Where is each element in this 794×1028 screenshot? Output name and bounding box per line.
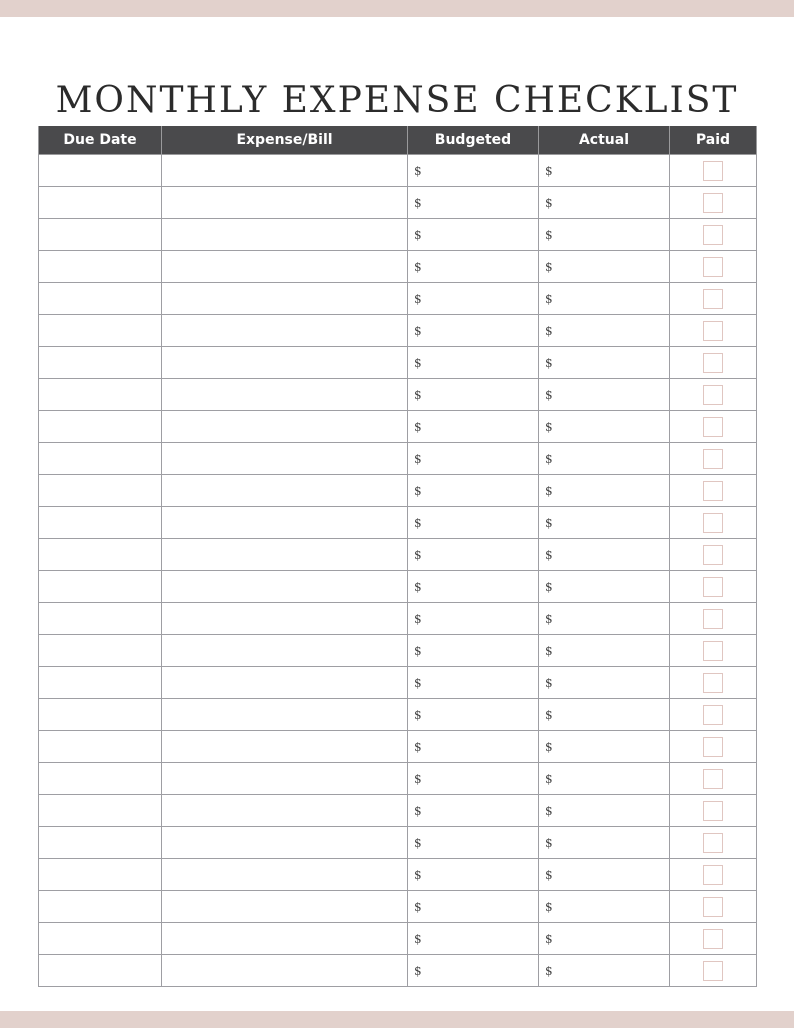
actual-cell[interactable] — [539, 315, 670, 347]
budgeted-cell[interactable] — [408, 667, 539, 699]
currency-symbol: $ — [414, 771, 422, 786]
currency-symbol: $ — [545, 643, 553, 658]
expense-bill-cell[interactable] — [162, 347, 408, 379]
actual-cell[interactable] — [539, 187, 670, 219]
due-date-cell[interactable] — [39, 283, 162, 315]
currency-symbol: $ — [414, 387, 422, 402]
paid-checkbox[interactable] — [703, 353, 723, 373]
currency-symbol: $ — [414, 867, 422, 882]
actual-cell[interactable] — [539, 635, 670, 667]
table-row — [39, 219, 757, 251]
paid-cell — [670, 539, 757, 571]
currency-symbol: $ — [414, 259, 422, 274]
paid-checkbox[interactable] — [703, 641, 723, 661]
expense-bill-cell[interactable] — [162, 859, 408, 891]
paid-cell — [670, 923, 757, 955]
currency-symbol: $ — [414, 931, 422, 946]
page-title: MONTHLY EXPENSE CHECKLIST — [55, 80, 739, 122]
paid-cell — [670, 859, 757, 891]
actual-cell[interactable] — [539, 667, 670, 699]
currency-symbol: $ — [545, 259, 553, 274]
currency-symbol: $ — [545, 355, 553, 370]
currency-symbol: $ — [414, 963, 422, 978]
budgeted-cell[interactable] — [408, 763, 539, 795]
paid-cell — [670, 155, 757, 187]
paid-cell — [670, 635, 757, 667]
paid-checkbox[interactable] — [703, 961, 723, 981]
currency-symbol: $ — [545, 803, 553, 818]
actual-cell[interactable] — [539, 379, 670, 411]
budgeted-cell[interactable] — [408, 571, 539, 603]
expense-bill-cell[interactable] — [162, 571, 408, 603]
expense-bill-cell[interactable] — [162, 763, 408, 795]
expense-bill-cell[interactable] — [162, 251, 408, 283]
paid-cell — [670, 475, 757, 507]
budgeted-cell[interactable] — [408, 219, 539, 251]
column-header-due-date: Due Date — [39, 126, 162, 155]
due-date-cell[interactable] — [39, 603, 162, 635]
paid-checkbox[interactable] — [703, 865, 723, 885]
due-date-cell[interactable] — [39, 635, 162, 667]
currency-symbol: $ — [545, 291, 553, 306]
paid-cell — [670, 443, 757, 475]
table-row — [39, 283, 757, 315]
table-row — [39, 859, 757, 891]
column-header-expense-bill: Expense/Bill — [162, 126, 408, 155]
currency-symbol: $ — [545, 963, 553, 978]
budgeted-cell[interactable] — [408, 539, 539, 571]
header-row — [39, 126, 757, 155]
table-row — [39, 635, 757, 667]
expense-table — [38, 126, 757, 987]
due-date-cell[interactable] — [39, 379, 162, 411]
paid-checkbox[interactable] — [703, 321, 723, 341]
paid-cell — [670, 827, 757, 859]
expense-bill-cell[interactable] — [162, 283, 408, 315]
currency-symbol: $ — [414, 483, 422, 498]
expense-bill-cell[interactable] — [162, 539, 408, 571]
bottom-decorative-band — [0, 1011, 794, 1028]
due-date-cell[interactable] — [39, 923, 162, 955]
column-header-actual: Actual — [539, 126, 670, 155]
paid-checkbox[interactable] — [703, 545, 723, 565]
expense-bill-cell[interactable] — [162, 475, 408, 507]
actual-cell[interactable] — [539, 955, 670, 987]
due-date-cell[interactable] — [39, 891, 162, 923]
column-header-paid: Paid — [670, 126, 757, 155]
expense-bill-cell[interactable] — [162, 603, 408, 635]
expense-bill-cell[interactable] — [162, 443, 408, 475]
paid-checkbox[interactable] — [703, 801, 723, 821]
currency-symbol: $ — [414, 323, 422, 338]
currency-symbol: $ — [414, 707, 422, 722]
budgeted-cell[interactable] — [408, 699, 539, 731]
budgeted-cell[interactable] — [408, 923, 539, 955]
budgeted-cell[interactable] — [408, 955, 539, 987]
paid-checkbox[interactable] — [703, 673, 723, 693]
budgeted-cell[interactable] — [408, 859, 539, 891]
currency-symbol: $ — [545, 739, 553, 754]
paid-checkbox[interactable] — [703, 833, 723, 853]
paid-checkbox[interactable] — [703, 737, 723, 757]
expense-bill-cell[interactable] — [162, 219, 408, 251]
budgeted-cell[interactable] — [408, 827, 539, 859]
actual-cell[interactable] — [539, 891, 670, 923]
currency-symbol: $ — [545, 931, 553, 946]
currency-symbol: $ — [545, 611, 553, 626]
actual-cell[interactable] — [539, 795, 670, 827]
due-date-cell[interactable] — [39, 347, 162, 379]
budgeted-cell[interactable] — [408, 283, 539, 315]
expense-bill-cell[interactable] — [162, 923, 408, 955]
currency-symbol: $ — [414, 739, 422, 754]
due-date-cell[interactable] — [39, 475, 162, 507]
table-row — [39, 827, 757, 859]
paid-cell — [670, 283, 757, 315]
due-date-cell[interactable] — [39, 251, 162, 283]
paid-checkbox[interactable] — [703, 257, 723, 277]
actual-cell[interactable] — [539, 763, 670, 795]
table-row — [39, 507, 757, 539]
actual-cell[interactable] — [539, 699, 670, 731]
currency-symbol: $ — [545, 707, 553, 722]
currency-symbol: $ — [545, 483, 553, 498]
currency-symbol: $ — [414, 803, 422, 818]
currency-symbol: $ — [545, 867, 553, 882]
column-header-budgeted: Budgeted — [408, 126, 539, 155]
paid-cell — [670, 955, 757, 987]
budgeted-cell[interactable] — [408, 315, 539, 347]
paid-cell — [670, 411, 757, 443]
paid-checkbox[interactable] — [703, 769, 723, 789]
currency-symbol: $ — [545, 579, 553, 594]
due-date-cell[interactable] — [39, 795, 162, 827]
expense-bill-cell[interactable] — [162, 827, 408, 859]
paid-checkbox[interactable] — [703, 929, 723, 949]
currency-symbol: $ — [545, 771, 553, 786]
due-date-cell[interactable] — [39, 955, 162, 987]
paid-cell — [670, 379, 757, 411]
currency-symbol: $ — [414, 899, 422, 914]
paid-checkbox[interactable] — [703, 897, 723, 917]
budgeted-cell[interactable] — [408, 635, 539, 667]
budgeted-cell[interactable] — [408, 507, 539, 539]
table-row — [39, 539, 757, 571]
paid-checkbox[interactable] — [703, 161, 723, 181]
expense-bill-cell[interactable] — [162, 667, 408, 699]
paid-cell — [670, 315, 757, 347]
currency-symbol: $ — [414, 355, 422, 370]
table-row — [39, 795, 757, 827]
table-row — [39, 315, 757, 347]
budgeted-cell[interactable] — [408, 411, 539, 443]
actual-cell[interactable] — [539, 507, 670, 539]
due-date-cell[interactable] — [39, 507, 162, 539]
budgeted-cell[interactable] — [408, 891, 539, 923]
expense-bill-cell[interactable] — [162, 187, 408, 219]
table-row — [39, 411, 757, 443]
actual-cell[interactable] — [539, 539, 670, 571]
actual-cell[interactable] — [539, 859, 670, 891]
currency-symbol: $ — [545, 163, 553, 178]
expense-bill-cell[interactable] — [162, 155, 408, 187]
paid-cell — [670, 187, 757, 219]
expense-bill-cell[interactable] — [162, 507, 408, 539]
paid-checkbox[interactable] — [703, 417, 723, 437]
due-date-cell[interactable] — [39, 859, 162, 891]
currency-symbol: $ — [414, 835, 422, 850]
table-row — [39, 187, 757, 219]
paid-cell — [670, 891, 757, 923]
currency-symbol: $ — [414, 579, 422, 594]
paid-checkbox[interactable] — [703, 513, 723, 533]
currency-symbol: $ — [545, 835, 553, 850]
currency-symbol: $ — [414, 675, 422, 690]
due-date-cell[interactable] — [39, 539, 162, 571]
table-row — [39, 891, 757, 923]
due-date-cell[interactable] — [39, 411, 162, 443]
table-row — [39, 443, 757, 475]
currency-symbol: $ — [545, 451, 553, 466]
table-row — [39, 955, 757, 987]
budgeted-cell[interactable] — [408, 379, 539, 411]
paid-cell — [670, 251, 757, 283]
currency-symbol: $ — [545, 323, 553, 338]
actual-cell[interactable] — [539, 347, 670, 379]
table-body — [39, 155, 757, 987]
currency-symbol: $ — [545, 675, 553, 690]
table-row — [39, 475, 757, 507]
currency-symbol: $ — [545, 387, 553, 402]
actual-cell[interactable] — [539, 155, 670, 187]
budgeted-cell[interactable] — [408, 603, 539, 635]
expense-bill-cell[interactable] — [162, 955, 408, 987]
table-row — [39, 667, 757, 699]
table-row — [39, 731, 757, 763]
table-header — [39, 126, 757, 155]
currency-symbol: $ — [414, 451, 422, 466]
paid-cell — [670, 731, 757, 763]
paid-checkbox[interactable] — [703, 481, 723, 501]
actual-cell[interactable] — [539, 443, 670, 475]
paid-cell — [670, 507, 757, 539]
table-row — [39, 251, 757, 283]
actual-cell[interactable] — [539, 283, 670, 315]
top-decorative-band — [0, 0, 794, 17]
table-row — [39, 155, 757, 187]
paid-cell — [670, 699, 757, 731]
paid-checkbox[interactable] — [703, 577, 723, 597]
due-date-cell[interactable] — [39, 827, 162, 859]
currency-symbol: $ — [545, 515, 553, 530]
due-date-cell[interactable] — [39, 699, 162, 731]
expense-bill-cell[interactable] — [162, 795, 408, 827]
currency-symbol: $ — [414, 195, 422, 210]
paid-cell — [670, 571, 757, 603]
budgeted-cell[interactable] — [408, 443, 539, 475]
expense-bill-cell[interactable] — [162, 699, 408, 731]
currency-symbol: $ — [545, 419, 553, 434]
currency-symbol: $ — [545, 227, 553, 242]
table-row — [39, 923, 757, 955]
actual-cell[interactable] — [539, 827, 670, 859]
paid-checkbox[interactable] — [703, 449, 723, 469]
table-row — [39, 379, 757, 411]
due-date-cell[interactable] — [39, 731, 162, 763]
budgeted-cell[interactable] — [408, 347, 539, 379]
paid-checkbox[interactable] — [703, 225, 723, 245]
paid-checkbox[interactable] — [703, 705, 723, 725]
paid-cell — [670, 763, 757, 795]
paid-cell — [670, 219, 757, 251]
paid-checkbox[interactable] — [703, 289, 723, 309]
actual-cell[interactable] — [539, 731, 670, 763]
expense-bill-cell[interactable] — [162, 315, 408, 347]
actual-cell[interactable] — [539, 923, 670, 955]
due-date-cell[interactable] — [39, 155, 162, 187]
paid-cell — [670, 667, 757, 699]
table-row — [39, 603, 757, 635]
paid-cell — [670, 347, 757, 379]
currency-symbol: $ — [414, 643, 422, 658]
due-date-cell[interactable] — [39, 219, 162, 251]
expense-bill-cell[interactable] — [162, 891, 408, 923]
actual-cell[interactable] — [539, 571, 670, 603]
paid-checkbox[interactable] — [703, 385, 723, 405]
due-date-cell[interactable] — [39, 763, 162, 795]
currency-symbol: $ — [545, 547, 553, 562]
currency-symbol: $ — [545, 195, 553, 210]
budgeted-cell[interactable] — [408, 731, 539, 763]
table-row — [39, 699, 757, 731]
expense-bill-cell[interactable] — [162, 635, 408, 667]
budgeted-cell[interactable] — [408, 475, 539, 507]
budgeted-cell[interactable] — [408, 251, 539, 283]
table-row — [39, 571, 757, 603]
budgeted-cell[interactable] — [408, 155, 539, 187]
paid-cell — [670, 795, 757, 827]
currency-symbol: $ — [414, 291, 422, 306]
expense-bill-cell[interactable] — [162, 379, 408, 411]
expense-bill-cell[interactable] — [162, 731, 408, 763]
paid-checkbox[interactable] — [703, 193, 723, 213]
currency-symbol: $ — [545, 899, 553, 914]
expense-bill-cell[interactable] — [162, 411, 408, 443]
actual-cell[interactable] — [539, 219, 670, 251]
due-date-cell[interactable] — [39, 443, 162, 475]
budgeted-cell[interactable] — [408, 795, 539, 827]
currency-symbol: $ — [414, 515, 422, 530]
paid-checkbox[interactable] — [703, 609, 723, 629]
paid-cell — [670, 603, 757, 635]
actual-cell[interactable] — [539, 251, 670, 283]
currency-symbol: $ — [414, 547, 422, 562]
table-row — [39, 347, 757, 379]
actual-cell[interactable] — [539, 603, 670, 635]
currency-symbol: $ — [414, 611, 422, 626]
due-date-cell[interactable] — [39, 667, 162, 699]
actual-cell[interactable] — [539, 475, 670, 507]
currency-symbol: $ — [414, 227, 422, 242]
due-date-cell[interactable] — [39, 187, 162, 219]
table-row — [39, 763, 757, 795]
budgeted-cell[interactable] — [408, 187, 539, 219]
due-date-cell[interactable] — [39, 315, 162, 347]
due-date-cell[interactable] — [39, 571, 162, 603]
actual-cell[interactable] — [539, 411, 670, 443]
currency-symbol: $ — [414, 163, 422, 178]
currency-symbol: $ — [414, 419, 422, 434]
